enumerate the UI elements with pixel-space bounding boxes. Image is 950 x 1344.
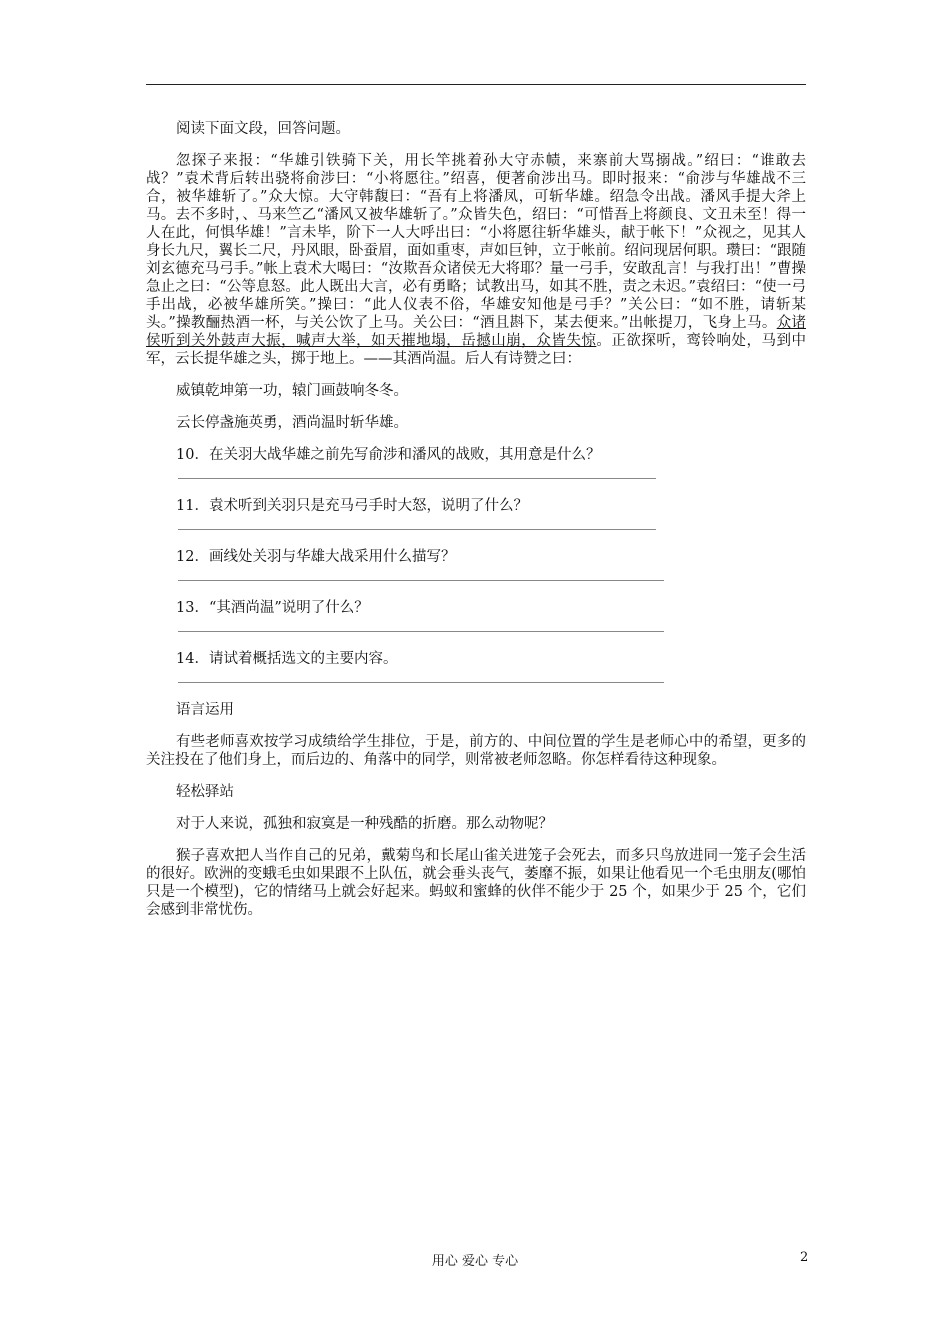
question-13: 13．“其酒尚温”说明了什么？ bbox=[176, 600, 369, 616]
reading-intro: 阅读下面文段，回答问题。 bbox=[176, 121, 350, 137]
language-body: 有些老师喜欢按学习成绩给学生排位，于是，前方的、中间位置的学生是老师心中的希望，更多的关注投在了他们身上，而后边的、角落中的同学，则常被老师忽略。你怎样看待这种现象。 bbox=[146, 734, 806, 768]
answer-line-13[interactable] bbox=[178, 631, 664, 632]
question-10: 10．在关羽大战华雄之前先写俞涉和潘风的战败，其用意是什么？ bbox=[176, 447, 601, 463]
answer-line-14[interactable] bbox=[178, 682, 664, 683]
relax-paragraph-2: 猴子喜欢把人当作自己的兄弟，戴菊鸟和长尾山雀关进笼子会死去，而多只鸟放进同一笼子会生活的很好。欧洲的变蛾毛虫如果跟不上队伍，就会垂头丧气，萎靡不振，如果让他看见一个毛虫朋友(哪怕只是一个模型)，它的情绪马上就会好起来。蚂蚁和蜜蜂的伙伴不能少于 25 个，如果少于 25 个，它们会感到非常忧伤。 bbox=[146, 848, 806, 918]
question-12: 12．画线处关羽与华雄大战采用什么描写？ bbox=[176, 549, 456, 565]
passage-underlined-text: 众诸侯听到关外鼓声大振，喊声大举，如天摧地塌，岳撼山崩，众皆失惊 bbox=[146, 315, 806, 349]
passage-text-after: 。正欲探听，鸾铃响处，马到中军，云长提华雄之头，掷于地上。——其酒尚温。后人有诗赞之曰： bbox=[146, 333, 807, 367]
question-14: 14．请试着概括选文的主要内容。 bbox=[176, 651, 398, 667]
poem-line-2: 云长停盏施英勇，酒尚温时斩华雄。 bbox=[176, 415, 408, 431]
answer-line-12[interactable] bbox=[178, 580, 664, 581]
relax-paragraph-1: 对于人来说，孤独和寂寞是一种残酷的折磨。那么动物呢？ bbox=[176, 816, 553, 832]
question-11: 11．袁术听到关羽只是充马弓手时大怒，说明了什么？ bbox=[176, 498, 528, 514]
page-content bbox=[146, 120, 806, 933]
poem-line-1: 威镇乾坤第一功，辕门画鼓响冬冬。 bbox=[176, 383, 408, 399]
reading-passage bbox=[146, 152, 806, 368]
language-heading: 语言运用 bbox=[176, 702, 234, 718]
answer-line-10[interactable] bbox=[178, 478, 656, 479]
page-number: 2 bbox=[800, 1250, 809, 1265]
passage-text-before: 忽探子来报：“华雄引铁骑下关，用长竿挑着孙大守赤帻，来寨前大骂搦战。”绍曰：“谁敢去战？”袁术背后转出骁将俞涉曰：“小将愿往。”绍喜，便著俞涉出马。即时报来：“俞涉与华雄战不三合，被华雄斩了。”众大惊。大守韩馥曰：“吾有上将潘凤，可斩华雄。绍急令出战。潘风手提大斧上马。去不多时，、马来竺乙“潘风又被华雄斩了。”众皆失色，绍曰：“可惜吾上将颜良、文丑未至！得一人在此，何惧华雄！”言未毕，阶下一人大呼出曰：“小将愿往斩华雄头，献于帐下！”众视之，见其人身长九尺，翼长二尺，丹风眼，卧蚕眉，面如重枣，声如巨钟，立于帐前。绍问现居何职。瓒曰：“跟随刘玄德充马弓手。”帐上袁术大喝曰：“汝欺吾众诸侯无大将耶？量一弓手，安敢乱言！与我打出！”曹操急止之曰：“公等息怒。此人既出大言，必有勇略；试教出马，如其不胜，责之未迟。”袁绍曰：“使一弓手出战，必被华雄所笑。”操曰：“此人仪表不俗，华雄安知他是弓手？”关公曰：“如不胜，请斩某头。”操教酾热酒一杯，与关公饮了上马。关公曰：“酒且斟下，某去便来。”出帐提刀，飞身上马。 bbox=[146, 153, 806, 331]
answer-line-11[interactable] bbox=[178, 529, 656, 530]
header-rule bbox=[146, 84, 806, 85]
relax-heading: 轻松驿站 bbox=[176, 784, 234, 800]
footer-motto: 用心 爱心 专心 bbox=[431, 1254, 519, 1269]
